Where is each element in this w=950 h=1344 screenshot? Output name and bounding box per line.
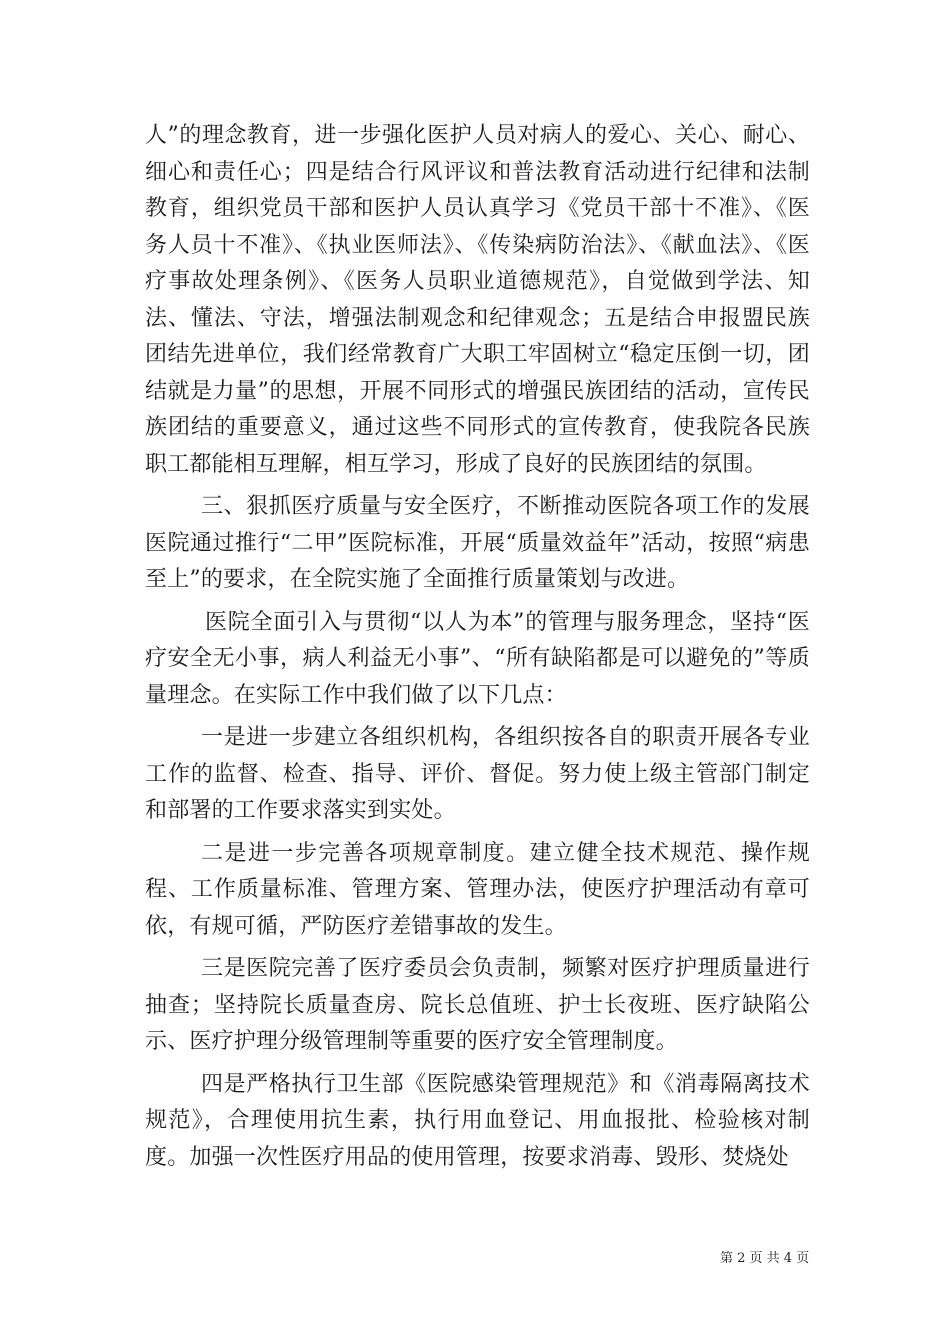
paragraph-point-one: 一是进一步建立各组织机构，各组织按各自的职责开展各专业工作的监督、检查、指导、评价、督促。努力使上级主管部门制定和部署的工作要求落实到实处。 <box>145 725 810 823</box>
body-text <box>145 118 810 1176</box>
paragraph-continuation: 人”的理念教育，进一步强化医护人员对病人的爱心、关心、耐心、细心和责任心；四是结合行风评议和普法教育活动进行纪律和法制教育，组织党员干部和医护人员认真学习《党员干部十不准》、《医务人员十不准》、《执业医师法》、《传染病防治法》、《献血法》、《医疗事故处理条例》、《医务人员职业道德规范》，自觉做到学法、知法、懂法、守法，增强法制观念和纪律观念；五是结合申报盟民族团结先进单位，我们经常教育广大职工牢固树立“稳定压倒一切，团结就是力量”的思想，开展不同形式的增强民族团结的活动，宣传民族团结的重要意义，通过这些不同形式的宣传教育，使我院各民族职工都能相互理解，相互学习，形成了良好的民族团结的氛围。 <box>145 123 810 477</box>
page-number-footer: 第 2 页 共 4 页 <box>720 1251 810 1266</box>
paragraph-quality-concept: 医院全面引入与贯彻“以人为本”的管理与服务理念，坚持“医疗安全无小事，病人利益无小事”、“所有缺陷都是可以避免的”等质量理念。在实际工作中我们做了以下几点： <box>145 609 810 708</box>
paragraph-point-two: 二是进一步完善各项规章制度。建立健全技术规范、操作规程、工作质量标准、管理方案、管理办法，使医疗护理活动有章可依，有规可循，严防医疗差错事故的发生。 <box>145 840 810 939</box>
paragraph-point-three: 三是医院完善了医疗委员会负责制，频繁对医疗护理质量进行抽查；坚持院长质量查房、院长总值班、护士长夜班、医疗缺陷公示、医疗护理分级管理制等重要的医疗安全管理制度。 <box>145 956 810 1054</box>
paragraph-section-three: 三、狠抓医疗质量与安全医疗，不断推动医院各项工作的发展医院通过推行“二甲”医院标准，开展“质量效益年”活动，按照“病患至上”的要求，在全院实施了全面推行质量策划与改进。 <box>145 494 810 592</box>
paragraph-point-four: 四是严格执行卫生部《医院感染管理规范》和《消毒隔离技术规范》，合理使用抗生素，执行用血登记、用血报批、检验核对制度。加强一次性医疗用品的使用管理，按要求消毒、毁形、焚烧处 <box>145 1071 810 1170</box>
